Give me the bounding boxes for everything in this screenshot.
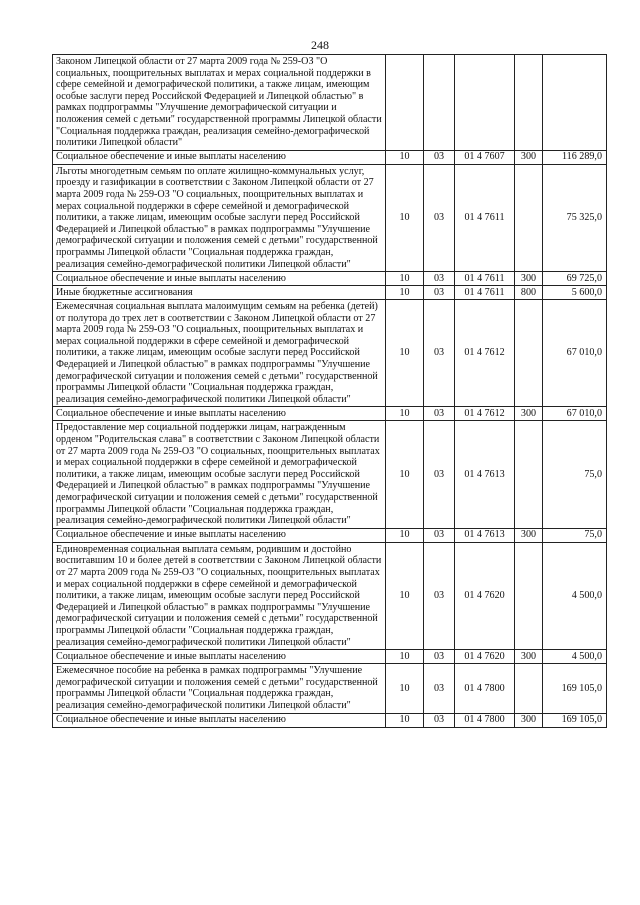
- table-row: [53, 650, 607, 664]
- row-expense-type: 800: [515, 286, 543, 300]
- row-subsection: 03: [424, 300, 455, 407]
- row-amount: [543, 55, 607, 151]
- row-subsection: 03: [424, 664, 455, 713]
- row-amount: 5 600,0: [543, 286, 607, 300]
- table-row: [53, 528, 607, 542]
- row-section: 10: [386, 713, 424, 727]
- row-subsection: 03: [424, 407, 455, 421]
- table-row: [53, 286, 607, 300]
- row-section: 10: [386, 286, 424, 300]
- table-row: [53, 272, 607, 286]
- table-row: [53, 542, 607, 649]
- row-subsection: 03: [424, 542, 455, 649]
- row-amount: 67 010,0: [543, 300, 607, 407]
- row-expense-type: 300: [515, 272, 543, 286]
- row-expense-type: 300: [515, 528, 543, 542]
- row-section: 10: [386, 300, 424, 407]
- row-section: 10: [386, 542, 424, 649]
- row-expense-type: [515, 164, 543, 271]
- row-target-article: 01 4 7620: [455, 542, 515, 649]
- row-description: Социальное обеспечение и иные выплаты населению: [53, 650, 386, 664]
- row-description: Социальное обеспечение и иные выплаты населению: [53, 528, 386, 542]
- row-amount: 116 289,0: [543, 150, 607, 164]
- budget-table: [52, 54, 607, 728]
- row-section: [386, 55, 424, 151]
- row-description: Социальное обеспечение и иные выплаты населению: [53, 407, 386, 421]
- row-description: Иные бюджетные ассигнования: [53, 286, 386, 300]
- row-amount: 75 325,0: [543, 164, 607, 271]
- row-expense-type: [515, 542, 543, 649]
- row-amount: 169 105,0: [543, 713, 607, 727]
- row-description: Единовременная социальная выплата семьям, родившим и достойно воспитавшим 10 и более детей в соответствии с Законом Липецкой области от 27 марта 2009 года № 259-ОЗ "О социальных, поощрительных выплатах и мерах социальной поддержки в сфере семейной и демографической политики, а также лицам, имеющим особые заслуги перед Российской Федерацией и Липецкой областью" в рамках подпрограммы "Улучшение демографической ситуации и положения семей с детьми" государственной программы Липецкой области "Социальная поддержка граждан, реализация семейно-демографической политики Липецкой области": [53, 542, 386, 649]
- row-expense-type: [515, 421, 543, 528]
- budget-table-body: [53, 55, 607, 728]
- row-section: 10: [386, 421, 424, 528]
- row-expense-type: [515, 664, 543, 713]
- row-description: Ежемесячная социальная выплата малоимущим семьям на ребенка (детей) от полутора до трех лет в соответствии с Законом Липецкой области от 27 марта 2009 года № 259-ОЗ "О социальных, поощрительных выплатах и мерах социальной поддержки в сфере семейной и демографической политики, а также лицам, имеющим особые заслуги перед Российской Федерацией и Липецкой областью" в рамках подпрограммы "Улучшение демографической ситуации и положения семей с детьми" государственной программы Липецкой области "Социальная поддержка граждан, реализация семейно-демографической политики Липецкой области": [53, 300, 386, 407]
- row-section: 10: [386, 528, 424, 542]
- row-amount: 75,0: [543, 528, 607, 542]
- row-description: Законом Липецкой области от 27 марта 2009 года № 259-ОЗ "О социальных, поощрительных выплатах и мерах социальной поддержки в сфере семейной и демографической политики, а также лицам, имеющим особые заслуги перед Российской Федерацией и Липецкой областью" в рамках подпрограммы "Улучшение демографической ситуации и положения семей с детьми" государственной программы Липецкой области "Социальная поддержка граждан, реализация семейно-демографической политики Липецкой области": [53, 55, 386, 151]
- table-row: [53, 664, 607, 713]
- row-description: Социальное обеспечение и иные выплаты населению: [53, 713, 386, 727]
- row-section: 10: [386, 150, 424, 164]
- row-amount: 67 010,0: [543, 407, 607, 421]
- row-expense-type: 300: [515, 650, 543, 664]
- row-subsection: 03: [424, 272, 455, 286]
- table-row: [53, 421, 607, 528]
- row-amount: 169 105,0: [543, 664, 607, 713]
- row-expense-type: 300: [515, 150, 543, 164]
- page-number: 248: [311, 38, 329, 52]
- row-target-article: 01 4 7613: [455, 421, 515, 528]
- row-expense-type: [515, 55, 543, 151]
- row-subsection: 03: [424, 528, 455, 542]
- row-subsection: 03: [424, 286, 455, 300]
- row-target-article: 01 4 7607: [455, 150, 515, 164]
- row-subsection: 03: [424, 421, 455, 528]
- row-section: 10: [386, 272, 424, 286]
- row-subsection: 03: [424, 650, 455, 664]
- row-section: 10: [386, 664, 424, 713]
- row-amount: 69 725,0: [543, 272, 607, 286]
- row-amount: 4 500,0: [543, 650, 607, 664]
- row-amount: 4 500,0: [543, 542, 607, 649]
- row-target-article: 01 4 7613: [455, 528, 515, 542]
- row-target-article: 01 4 7611: [455, 286, 515, 300]
- row-expense-type: [515, 300, 543, 407]
- table-row: [53, 713, 607, 727]
- row-description: Предоставление мер социальной поддержки лицам, награжденным орденом "Родительская слава" в соответствии с Законом Липецкой области от 27 марта 2009 года № 259-ОЗ "О социальных, поощрительных выплатах и мерах социальной поддержки в сфере семейной и демографической политики, а также лицам, имеющим особые заслуги перед Российской Федерацией и Липецкой областью" в рамках подпрограммы "Улучшение демографической ситуации и положения семей с детьми" государственной программы Липецкой области "Социальная поддержка граждан, реализация семейно-демографической политики Липецкой области": [53, 421, 386, 528]
- row-subsection: 03: [424, 164, 455, 271]
- row-amount: 75,0: [543, 421, 607, 528]
- row-target-article: 01 4 7800: [455, 664, 515, 713]
- row-expense-type: 300: [515, 407, 543, 421]
- row-section: 10: [386, 407, 424, 421]
- row-description: Льготы многодетным семьям по оплате жилищно-коммунальных услуг, проезду и газификации в соответствии с Законом Липецкой области от 27 марта 2009 года № 259-ОЗ "О социальных, поощрительных выплатах и мерах социальной поддержки в сфере семейной и демографической политики, а также лицам, имеющим особые заслуги перед Российской Федерацией и Липецкой областью" в рамках подпрограммы "Улучшение демографической ситуации и положения семей с детьми" государственной программы Липецкой области "Социальная поддержка граждан, реализация семейно-демографической политики Липецкой области": [53, 164, 386, 271]
- table-row: [53, 150, 607, 164]
- row-description: Социальное обеспечение и иные выплаты населению: [53, 150, 386, 164]
- table-row: [53, 300, 607, 407]
- row-target-article: 01 4 7611: [455, 272, 515, 286]
- row-target-article: [455, 55, 515, 151]
- row-target-article: 01 4 7612: [455, 300, 515, 407]
- row-subsection: 03: [424, 150, 455, 164]
- row-section: 10: [386, 164, 424, 271]
- table-row: [53, 55, 607, 151]
- row-section: 10: [386, 650, 424, 664]
- row-expense-type: 300: [515, 713, 543, 727]
- row-target-article: 01 4 7611: [455, 164, 515, 271]
- row-subsection: [424, 55, 455, 151]
- row-target-article: 01 4 7620: [455, 650, 515, 664]
- row-description: Ежемесячное пособие на ребенка в рамках подпрограммы "Улучшение демографической ситуации и положения семей с детьми" государственной программы Липецкой области "Социальная поддержка граждан, реализация семейно-демографической политики Липецкой области": [53, 664, 386, 713]
- table-row: [53, 164, 607, 271]
- row-subsection: 03: [424, 713, 455, 727]
- row-target-article: 01 4 7612: [455, 407, 515, 421]
- row-target-article: 01 4 7800: [455, 713, 515, 727]
- table-row: [53, 407, 607, 421]
- row-description: Социальное обеспечение и иные выплаты населению: [53, 272, 386, 286]
